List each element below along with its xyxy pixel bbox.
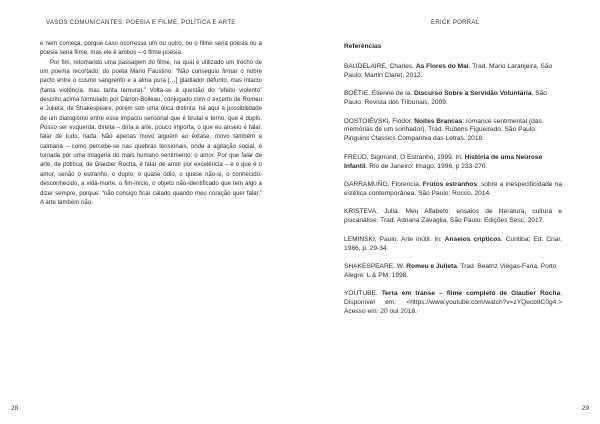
reference-text: : romance sentimental (das memórias de um sonhador). Trad. Rubens Figueiredo. São Paulo: Pinguins Classics Companhia das Letras, 2018. — [344, 117, 542, 143]
reference-entry — [344, 290, 562, 317]
reference-entry — [344, 90, 562, 108]
right-page — [300, 0, 600, 424]
reference-title: Frutos estranhos — [422, 181, 477, 189]
reference-text: . Trad. Beatriz Viégas-Faria, Porto Alegre: L & PM, 1998. — [344, 263, 557, 279]
running-head: ERICK PORRAL — [431, 19, 480, 26]
page-number: 28 — [11, 405, 19, 412]
reference-text: DOSTOIÉVSKI, Fiódor. — [344, 117, 415, 125]
reference-title: Terra em transe – filme completo de Glauber Rocha — [381, 290, 561, 298]
reference-entry — [344, 118, 562, 145]
references-heading: Referências — [344, 43, 382, 50]
references-section — [344, 43, 562, 327]
paragraph: e nem começa, porque caso ocorresse um ou outro, ou o filme seria poesia ou a poesia seria filme, mas ele é ambos – o filme-poesia. — [40, 41, 262, 57]
reference-text: . Disponível em: <https://www.youtube.com/watch?v=zYQecb9C0g4.> Acesso em: 20 out 2018. — [344, 290, 563, 316]
paragraph: Por fim, retomando uma passagem do filme, na qual é utilizado um trecho de um poema recortado, do poeta Mario Faustino: “Não conseguiu firmar o nobre pacto entre o cosmo sangrento e a alma pura […] gladiador defunto, mas intacto (tanta violência, mas tanta ternura).” Volta-se à questão do “efeito violento” descrito acima formulado por Danon-Boileau, conjugado com o excerto de Romeu e Julieta, de Shakespeare, porém sob uma ótica distinta: há aqui a possibilidade de um dialogismo entre esse impacto sensorial que é brutal e terno, que é duplo. Posso ser esquerda, direita – diria a arte, pouco importa, o que eu anseio é falar, falar de tudo, nada. Não apenas movo alguém ao êxtase, movo também a calmaria – como percebe-se nas quebras tensionais, onde a agitação social, é tomada por uma imageria do mais humano sentimento: o amor. Por que falar de arte, de política, de Glauber Rocha, é falar de amor por excelência – e o que é o amor, senão o estranho, o duplo, o quase ódio, o quase não-si, o conhecido-desconhecido, a vida-morte, o fim-início, o objeto não-identificado que tem algo a dizer sempre, porque: “não consigo ficar calado quando meu coração quer falar.” A arte também não. — [40, 59, 262, 206]
reference-title: Anseios crípticos — [444, 235, 501, 243]
reference-title: Romeu e Julieta — [406, 263, 457, 270]
reference-text: BAUDELAIRE, Charles. — [344, 62, 416, 70]
reference-title: Noites Brancas — [414, 117, 463, 125]
reference-entry — [344, 63, 562, 81]
reference-text: : sobre a inespecificidade na estética contemporânea. São Paulo: Rocco, 2014. — [344, 181, 562, 197]
reference-text: GARRAMUÑO, Florencia. — [344, 181, 423, 189]
reference-text: SHAKESPEARE, W. — [344, 263, 407, 270]
reference-title: As Flores do Mal — [415, 62, 469, 70]
reference-entry — [344, 263, 562, 281]
reference-text: BOÉTIE, Étienne de la. — [344, 90, 415, 98]
reference-text: . São Paulo: Revista dos Tribunais, 2009. — [344, 90, 547, 107]
reference-entry — [344, 154, 562, 172]
reference-text: . Rio de Janeiro: Imago, 1996, p 233-270. — [365, 162, 488, 170]
reference-text: LEMINSKI, Paulo. Arte inútil. In: — [344, 235, 445, 243]
reference-entry — [344, 236, 562, 254]
reference-entry — [344, 208, 562, 226]
reference-title: História de uma Neurose Infantil — [344, 153, 543, 170]
body-text — [40, 40, 262, 208]
reference-text: YOUTUBE. — [344, 290, 382, 298]
reference-text: FREUD, Sigmund. O Estranho, 1999. In: — [344, 153, 465, 161]
page-number: 29 — [581, 405, 589, 412]
reference-text: . Curitiba: Ed. Criar, 1986, p. 29-34. — [344, 235, 562, 252]
running-head: VASOS COMUNICANTES: POESIA E FILME, POLÍTICA E ARTE — [46, 19, 236, 26]
reference-text: KRISTEVA, Julia. Meu Alfabeto: ensaios de literatura, cultura e psicanálise. Trad. Adriana Zavaglia, São Paulo: Edições Sesc, 2017. — [344, 208, 562, 225]
reference-text: . Trad. Mario Laranjeira, São Paulo: Martin Claret, 2012. — [344, 62, 553, 79]
reference-title: Discurso Sobre a Servidão Voluntária — [414, 90, 532, 98]
reference-entry — [344, 181, 562, 199]
